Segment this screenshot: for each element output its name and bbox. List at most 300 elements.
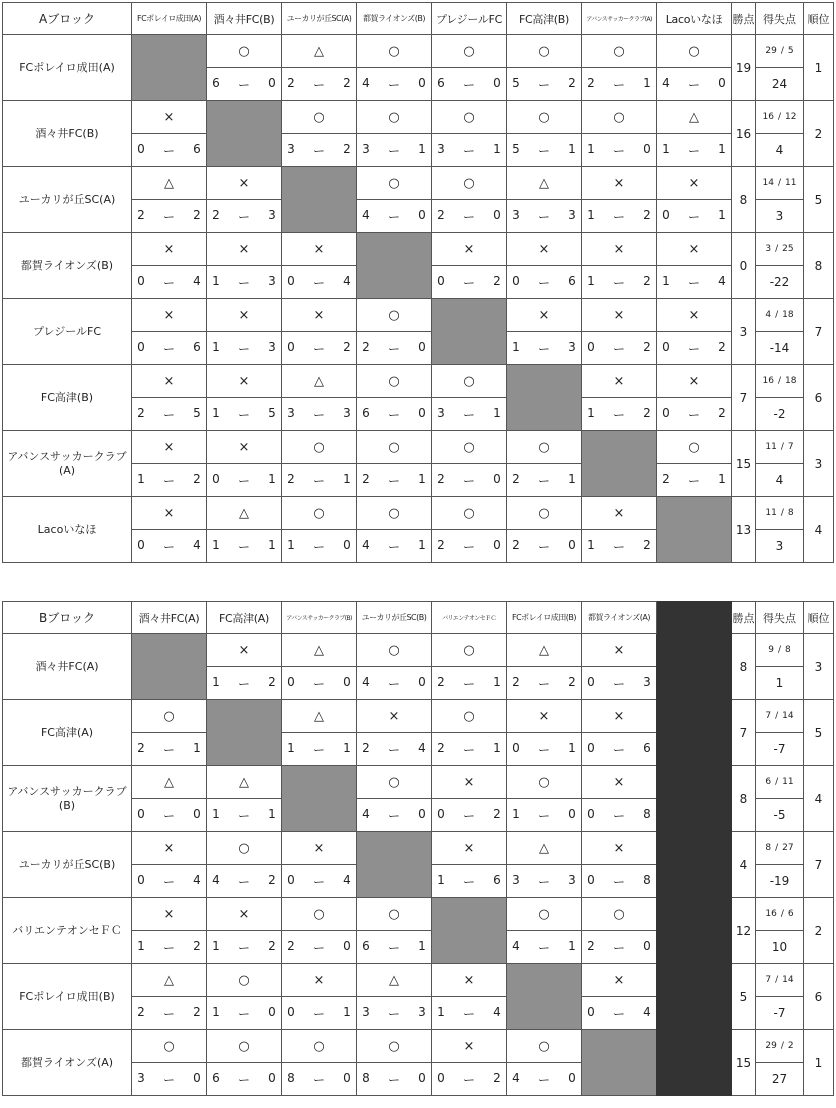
goal-difference: 24	[756, 68, 804, 101]
match-score	[207, 200, 282, 233]
points-value: 12	[732, 898, 756, 964]
team-name: ユーカリが丘SC(B)	[3, 832, 132, 898]
score-dash: ー	[237, 676, 250, 691]
match-score	[207, 464, 282, 497]
goals-against: 0	[643, 938, 651, 953]
match-result: ○	[432, 365, 507, 398]
goal-difference: 1	[756, 667, 804, 700]
goals-for: 2	[437, 740, 445, 755]
total-goals-for: 16	[762, 376, 774, 386]
score-dash: ー	[237, 473, 250, 488]
match-result: ○	[282, 101, 357, 134]
goals-for: 1	[512, 806, 520, 821]
match-result: ○	[282, 1030, 357, 1063]
total-goals-against: 12	[785, 112, 797, 122]
goals-against: 0	[343, 1070, 351, 1085]
goals-for: 5	[512, 141, 520, 156]
match-result: ○	[507, 1030, 582, 1063]
match-score	[357, 799, 432, 832]
match-result: ×	[207, 634, 282, 667]
match-result: ○	[657, 431, 732, 464]
team-name: 都賀ライオンズ(A)	[3, 1030, 132, 1096]
match-score	[432, 799, 507, 832]
score-dash: ー	[162, 940, 175, 955]
match-result: ×	[432, 1030, 507, 1063]
match-score	[357, 134, 432, 167]
score-dash: ー	[537, 77, 550, 92]
match-result: ×	[657, 365, 732, 398]
goals-for: 3	[362, 1004, 370, 1019]
total-goals-for: 16	[765, 909, 777, 919]
column-header-opponent: バリエンテオンセＦＣ	[432, 602, 507, 634]
total-goals-against: 27	[782, 843, 794, 853]
score-dash: ー	[687, 473, 700, 488]
goals-against: 1	[718, 141, 726, 156]
goals-against: 0	[193, 806, 201, 821]
score-dash: ー	[462, 77, 475, 92]
match-score	[507, 200, 582, 233]
match-result: ○	[432, 35, 507, 68]
score-dash: ー	[312, 1006, 325, 1021]
match-result: ○	[282, 898, 357, 931]
goals-for: 0	[437, 806, 445, 821]
score-dash: ー	[537, 808, 550, 823]
header-row	[3, 602, 834, 634]
goals-for: 2	[662, 471, 670, 486]
goals-against: 8	[643, 872, 651, 887]
goals-for-against	[756, 700, 804, 733]
score-dash: ー	[537, 676, 550, 691]
team-row	[3, 299, 834, 332]
goals-for: 6	[362, 938, 370, 953]
goals-against: 2	[268, 674, 276, 689]
match-score	[507, 799, 582, 832]
match-result: ×	[582, 832, 657, 865]
goal-difference: -7	[756, 997, 804, 1030]
goals-for: 0	[137, 339, 145, 354]
match-result: △	[132, 167, 207, 200]
goals-for: 1	[587, 273, 595, 288]
goals-against: 4	[193, 273, 201, 288]
goals-for-against	[756, 634, 804, 667]
goals-for: 4	[362, 537, 370, 552]
goals-for: 2	[362, 471, 370, 486]
goals-against: 2	[643, 207, 651, 222]
goals-for: 2	[137, 405, 145, 420]
match-result: ○	[357, 101, 432, 134]
team-name: 酒々井FC(A)	[3, 634, 132, 700]
total-goals-against: 5	[787, 46, 794, 56]
team-name: 酒々井FC(B)	[3, 101, 132, 167]
goals-against: 1	[493, 740, 501, 755]
match-result: ×	[507, 299, 582, 332]
match-result: ×	[582, 299, 657, 332]
goals-for: 0	[587, 339, 595, 354]
goals-against: 8	[643, 806, 651, 821]
self-match-cell	[207, 700, 282, 766]
score-dash: ー	[162, 874, 175, 889]
score-dash: ー	[237, 77, 250, 92]
match-score	[657, 68, 732, 101]
goals-for: 4	[512, 1070, 520, 1085]
match-score	[132, 799, 207, 832]
score-dash: ー	[387, 407, 400, 422]
goals-for: 3	[437, 405, 445, 420]
match-result: ×	[582, 766, 657, 799]
goals-for: 1	[212, 537, 220, 552]
goals-against: 0	[343, 674, 351, 689]
score-dash: ー	[687, 209, 700, 224]
match-score	[282, 1063, 357, 1096]
goals-against: 1	[493, 674, 501, 689]
goals-for: 1	[437, 1004, 445, 1019]
goals-for: 0	[587, 872, 595, 887]
goal-difference: -22	[756, 266, 804, 299]
score-dash: ー	[387, 143, 400, 158]
match-result: ×	[582, 634, 657, 667]
goals-for: 2	[212, 207, 220, 222]
match-result: ○	[357, 497, 432, 530]
goals-for: 0	[512, 273, 520, 288]
goals-for-against	[756, 832, 804, 865]
match-score	[432, 200, 507, 233]
goals-for: 0	[287, 872, 295, 887]
goals-against: 5	[193, 405, 201, 420]
match-result: ○	[582, 35, 657, 68]
match-score	[357, 332, 432, 365]
match-result: △	[357, 964, 432, 997]
match-result: ×	[657, 299, 732, 332]
goals-for: 1	[662, 273, 670, 288]
goals-separator: /	[780, 46, 784, 56]
goals-for: 2	[437, 207, 445, 222]
self-match-cell	[582, 1030, 657, 1096]
match-result: ○	[507, 898, 582, 931]
goals-for: 0	[587, 674, 595, 689]
goal-difference: -7	[756, 733, 804, 766]
goals-separator: /	[780, 1041, 784, 1051]
team-name: プレジールFC	[3, 299, 132, 365]
score-dash: ー	[237, 874, 250, 889]
goals-for: 4	[362, 674, 370, 689]
goals-against: 0	[418, 806, 426, 821]
score-dash: ー	[387, 539, 400, 554]
goals-separator: /	[777, 645, 782, 655]
match-result: △	[657, 101, 732, 134]
goals-for: 3	[137, 1070, 145, 1085]
goals-against: 4	[493, 1004, 501, 1019]
goals-for-against	[756, 167, 804, 200]
team-name: FCポレイロ成田(B)	[3, 964, 132, 1030]
goals-against: 0	[268, 1004, 276, 1019]
match-result: ×	[207, 233, 282, 266]
goals-against: 1	[268, 806, 276, 821]
rank-value: 5	[804, 700, 834, 766]
self-match-cell	[132, 35, 207, 101]
match-score	[432, 865, 507, 898]
goals-against: 4	[193, 872, 201, 887]
match-result: ○	[432, 497, 507, 530]
goals-for: 0	[287, 339, 295, 354]
match-score	[507, 530, 582, 563]
goals-for-against	[756, 233, 804, 266]
self-match-cell	[657, 497, 732, 563]
match-score	[132, 733, 207, 766]
goals-against: 4	[193, 537, 201, 552]
match-score	[582, 332, 657, 365]
match-result: ×	[507, 233, 582, 266]
goals-for: 2	[437, 471, 445, 486]
match-score	[282, 68, 357, 101]
match-result: ○	[582, 898, 657, 931]
goals-separator: /	[775, 310, 779, 320]
goals-for-against	[756, 766, 804, 799]
block-name: Bブロック	[3, 602, 132, 634]
goals-for: 1	[512, 339, 520, 354]
match-result: ○	[582, 101, 657, 134]
goals-against: 2	[568, 75, 576, 90]
goals-against: 1	[193, 740, 201, 755]
goals-against: 2	[643, 537, 651, 552]
goals-for: 2	[137, 207, 145, 222]
self-match-cell	[507, 964, 582, 1030]
goals-for: 2	[287, 471, 295, 486]
goal-difference: -14	[756, 332, 804, 365]
goals-for: 2	[437, 537, 445, 552]
match-result: ○	[432, 700, 507, 733]
points-value: 13	[732, 497, 756, 563]
match-score	[357, 464, 432, 497]
score-dash: ー	[462, 539, 475, 554]
match-score	[657, 398, 732, 431]
match-score	[357, 997, 432, 1030]
match-score	[432, 464, 507, 497]
points-value: 16	[732, 101, 756, 167]
match-score	[582, 865, 657, 898]
match-score	[207, 68, 282, 101]
match-score	[432, 530, 507, 563]
match-score	[582, 997, 657, 1030]
goals-against: 1	[343, 1004, 351, 1019]
score-dash: ー	[537, 143, 550, 158]
points-value: 19	[732, 35, 756, 101]
goals-against: 1	[418, 537, 426, 552]
column-header-opponent: アバンスサッカークラブ(A)	[582, 3, 657, 35]
score-dash: ー	[537, 874, 550, 889]
score-dash: ー	[162, 473, 175, 488]
match-score	[207, 332, 282, 365]
rank-value: 6	[804, 964, 834, 1030]
goals-separator: /	[777, 376, 782, 386]
match-result: △	[207, 766, 282, 799]
match-result: ×	[657, 167, 732, 200]
goals-for: 0	[437, 273, 445, 288]
match-score	[507, 865, 582, 898]
goals-against: 2	[343, 75, 351, 90]
header-row	[3, 3, 834, 35]
goals-for: 0	[287, 674, 295, 689]
goals-for: 1	[662, 141, 670, 156]
goals-for: 2	[287, 75, 295, 90]
score-dash: ー	[387, 1072, 400, 1087]
goals-against: 1	[568, 471, 576, 486]
match-result: △	[507, 167, 582, 200]
goals-against: 2	[193, 207, 201, 222]
score-dash: ー	[312, 473, 325, 488]
score-dash: ー	[687, 143, 700, 158]
score-dash: ー	[162, 742, 175, 757]
goals-against: 3	[418, 1004, 426, 1019]
score-dash: ー	[612, 940, 625, 955]
goals-for: 0	[587, 740, 595, 755]
goals-against: 0	[418, 674, 426, 689]
points-value: 15	[732, 1030, 756, 1096]
match-result: ×	[582, 167, 657, 200]
goals-against: 0	[418, 1070, 426, 1085]
goals-for: 4	[362, 207, 370, 222]
match-result: ×	[207, 898, 282, 931]
goals-for: 1	[137, 938, 145, 953]
match-score	[507, 733, 582, 766]
goals-for: 0	[587, 1004, 595, 1019]
goals-against: 0	[418, 339, 426, 354]
goals-against: 2	[493, 1070, 501, 1085]
goals-for-against	[756, 497, 804, 530]
goals-for-against	[756, 365, 804, 398]
goal-difference: 4	[756, 464, 804, 497]
self-match-cell	[282, 167, 357, 233]
match-score	[507, 134, 582, 167]
match-score	[282, 997, 357, 1030]
match-score	[282, 865, 357, 898]
goals-against: 3	[568, 872, 576, 887]
goals-against: 0	[343, 537, 351, 552]
goals-for: 4	[362, 806, 370, 821]
goals-against: 2	[643, 339, 651, 354]
match-score	[357, 530, 432, 563]
goals-for-against	[756, 898, 804, 931]
match-score	[207, 398, 282, 431]
column-header-opponent: 都賀ライオンズ(B)	[357, 3, 432, 35]
match-score	[432, 733, 507, 766]
match-result: ×	[507, 700, 582, 733]
score-dash: ー	[387, 808, 400, 823]
match-score	[432, 266, 507, 299]
score-dash: ー	[312, 143, 325, 158]
goals-against: 0	[268, 75, 276, 90]
goal-difference: 4	[756, 134, 804, 167]
match-score	[432, 1063, 507, 1096]
score-dash: ー	[237, 539, 250, 554]
goals-against: 2	[493, 273, 501, 288]
team-row	[3, 101, 834, 134]
goals-against: 2	[718, 405, 726, 420]
points-value: 7	[732, 700, 756, 766]
match-result: △	[507, 832, 582, 865]
goals-for: 6	[212, 1070, 220, 1085]
match-result: ○	[207, 1030, 282, 1063]
goals-separator: /	[780, 442, 784, 452]
goals-for-against	[756, 431, 804, 464]
goals-against: 0	[493, 537, 501, 552]
match-result: ×	[582, 700, 657, 733]
goals-against: 2	[643, 273, 651, 288]
goals-against: 0	[493, 207, 501, 222]
team-name: バリエンテオンセＦＣ	[3, 898, 132, 964]
goals-for: 3	[512, 207, 520, 222]
match-result: ○	[207, 35, 282, 68]
total-goals-against: 25	[782, 244, 794, 254]
match-score	[657, 134, 732, 167]
match-score	[507, 68, 582, 101]
goals-against: 1	[268, 537, 276, 552]
total-goals-against: 7	[787, 442, 794, 452]
score-dash: ー	[612, 874, 625, 889]
match-score	[507, 332, 582, 365]
match-result: ○	[357, 898, 432, 931]
team-name: FC高津(A)	[3, 700, 132, 766]
score-dash: ー	[162, 407, 175, 422]
match-result: ○	[357, 35, 432, 68]
score-dash: ー	[237, 1072, 250, 1087]
score-dash: ー	[687, 77, 700, 92]
goals-for: 0	[287, 273, 295, 288]
goals-for: 6	[212, 75, 220, 90]
match-score	[357, 667, 432, 700]
block-a-table	[2, 2, 834, 563]
goals-against: 3	[568, 339, 576, 354]
match-score	[657, 200, 732, 233]
score-dash: ー	[462, 1006, 475, 1021]
rank-value: 2	[804, 898, 834, 964]
match-result: △	[132, 766, 207, 799]
column-header-points: 勝点	[732, 3, 756, 35]
score-dash: ー	[387, 209, 400, 224]
total-goals-for: 14	[762, 178, 774, 188]
total-goals-for: 7	[765, 711, 772, 721]
match-result: ○	[357, 431, 432, 464]
goals-against: 2	[718, 339, 726, 354]
goals-against: 6	[193, 339, 201, 354]
match-score	[432, 667, 507, 700]
score-dash: ー	[387, 676, 400, 691]
team-name: Lacoいなほ	[3, 497, 132, 563]
goal-difference: -19	[756, 865, 804, 898]
match-result: ×	[282, 964, 357, 997]
match-result: △	[507, 634, 582, 667]
match-result: ○	[207, 964, 282, 997]
match-score	[357, 68, 432, 101]
match-result: △	[282, 634, 357, 667]
goals-against: 1	[418, 141, 426, 156]
column-header-points: 勝点	[732, 602, 756, 634]
match-score	[207, 530, 282, 563]
match-score	[582, 799, 657, 832]
goals-separator: /	[777, 178, 782, 188]
match-result: ○	[507, 101, 582, 134]
score-dash: ー	[162, 143, 175, 158]
goals-against: 2	[568, 674, 576, 689]
goals-against: 3	[568, 207, 576, 222]
goals-for: 1	[437, 872, 445, 887]
match-result: ×	[132, 431, 207, 464]
score-dash: ー	[687, 407, 700, 422]
goals-against: 0	[718, 75, 726, 90]
goals-against: 2	[343, 339, 351, 354]
score-dash: ー	[462, 407, 475, 422]
goals-against: 0	[193, 1070, 201, 1085]
match-score	[657, 464, 732, 497]
